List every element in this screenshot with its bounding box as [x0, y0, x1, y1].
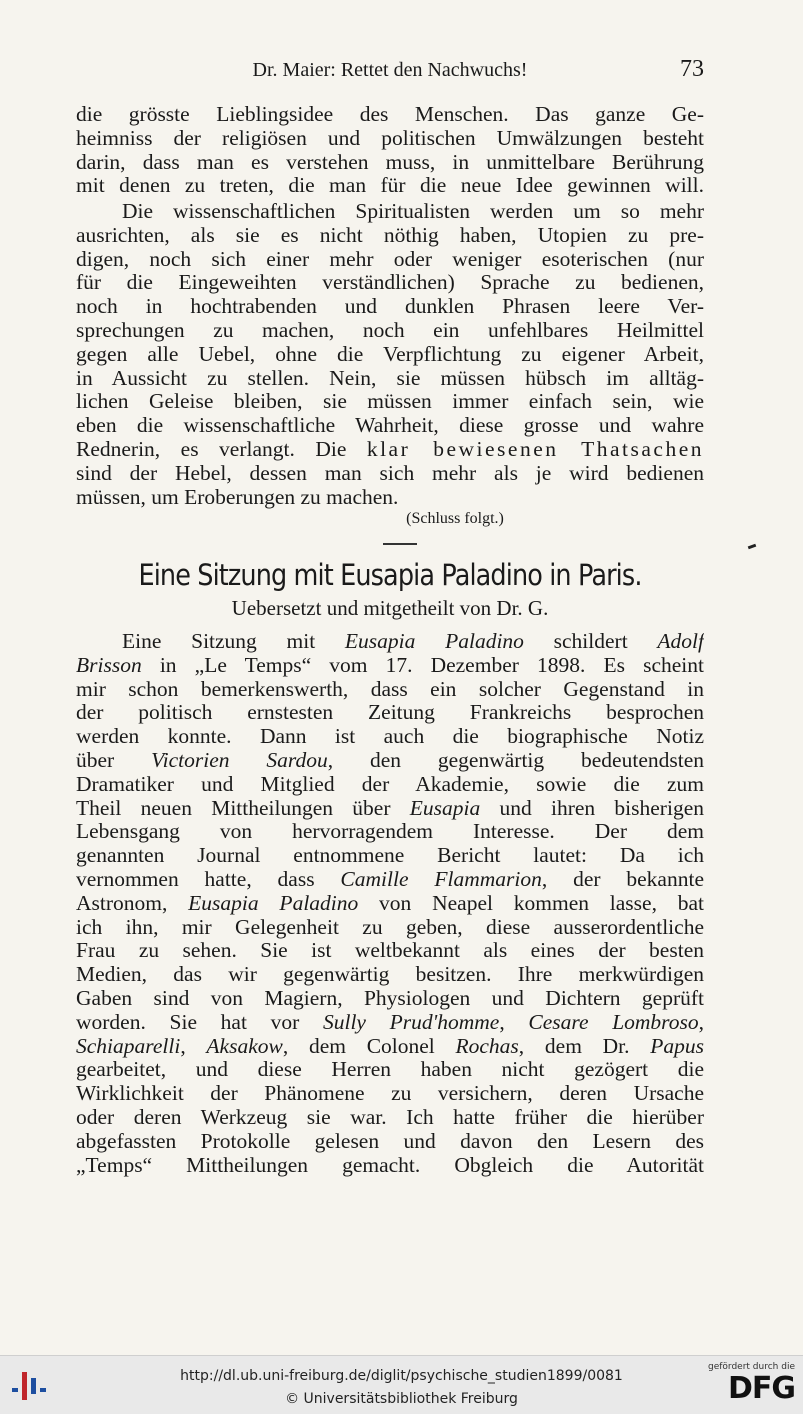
- text-line: [76, 438, 704, 462]
- copyright-notice: © Universitätsbibliothek Freiburg: [285, 1391, 518, 1407]
- text-line: sprechungen zu machen, noch ein unfehlbares Heilmittel: [76, 318, 704, 342]
- text-line: [76, 844, 704, 868]
- text-span: , den gegenwärtig bedeutendsten: [327, 748, 704, 772]
- text-line: [76, 916, 704, 940]
- text-span: Medien, das wir gegenwärtig besitzen. Ihre merkwürdigen: [76, 963, 704, 987]
- print-mark: [748, 544, 757, 550]
- text-line: heimniss der religiösen und politischen Umwälzungen besteht: [76, 126, 704, 150]
- paragraph-1: [76, 103, 704, 198]
- section-divider: [383, 543, 417, 545]
- text-line: [76, 1106, 704, 1130]
- text-line: [76, 725, 704, 749]
- footer-bar: [0, 1355, 803, 1414]
- text-line: [76, 892, 704, 916]
- text-line: Die wissenschaftlichen Spiritualisten werden um so mehr: [122, 200, 704, 223]
- text-span: ,: [180, 1034, 207, 1058]
- text-span: abgefassten Protokolle gelesen und davon den Lesern des: [76, 1129, 704, 1153]
- italic-name: Camille Flammarion: [340, 867, 542, 891]
- text-span: Gaben sind von Magiern, Physiologen und Dichtern geprüft: [76, 986, 704, 1010]
- source-url-link[interactable]: http://dl.ub.uni-freiburg.de/diglit/psychische_studien1899/0081: [180, 1368, 623, 1384]
- text-line: [76, 1082, 704, 1106]
- text-line: [76, 820, 704, 844]
- text-span: ich ihn, mir Gelegenheit zu geben, diese ausserordentliche: [76, 915, 704, 939]
- text-span: der politisch ernstesten Zeitung Frankreichs besprochen: [76, 701, 704, 725]
- text-line: [76, 797, 704, 821]
- text-line: [76, 1035, 704, 1059]
- text-line: digen, noch sich einer mehr oder weniger esoterischen (nur: [76, 247, 704, 271]
- text-span: gearbeitet, und diese Herren haben nicht gezögert die: [76, 1058, 704, 1082]
- text-line: müssen, um Eroberungen zu machen.: [76, 485, 399, 509]
- text-span: „Temps“ Mittheilungen gemacht. Obgleich die Autorität: [76, 1153, 704, 1177]
- italic-name: Brisson: [76, 653, 142, 677]
- text-span: , der bekannte: [541, 867, 704, 891]
- text-span: schildert: [523, 630, 658, 653]
- text-span: von Neapel kommen lasse, bat: [358, 891, 704, 915]
- text-line: sind der Hebel, dessen man sich mehr als je wird bedienen: [76, 461, 704, 485]
- italic-name: Papus: [650, 1034, 704, 1058]
- text-line: [76, 1058, 704, 1082]
- text-span: in „Le Temps“ vom 17. Dezember 1898. Es scheint: [141, 653, 704, 677]
- article-subtitle: Uebersetzt und mitgetheilt von Dr. G.: [231, 596, 549, 620]
- text-line: [76, 678, 704, 702]
- text-span: über: [76, 748, 152, 772]
- running-head: [76, 56, 704, 86]
- italic-name: Eusapia: [409, 796, 481, 820]
- text-span: Astronom,: [76, 891, 189, 915]
- text-span: und ihren bisherigen: [480, 796, 704, 820]
- running-title: Dr. Maier: Rettet den Nachwuchs!: [252, 59, 528, 81]
- text-line: lichen Geleise bleiben, sie müssen immer einfach sein, wie: [76, 390, 704, 414]
- text-span: Frau zu sehen. Sie ist weltbekannt als eines der besten: [76, 939, 704, 963]
- text-line: [76, 749, 704, 773]
- italic-name: Cesare Lombroso: [528, 1010, 699, 1034]
- text-span: Wirklichkeit der Phänomene zu versichern, deren Ursache: [76, 1082, 704, 1106]
- text-span: Rednerin, es verlangt. Die: [76, 437, 347, 461]
- closing-note: (Schluss folgt.): [406, 510, 504, 527]
- text-line: [76, 1011, 704, 1035]
- italic-name: Rochas: [455, 1034, 519, 1058]
- article-body: [76, 630, 704, 1177]
- italic-name: Sully Prud'homme: [322, 1010, 500, 1034]
- italic-name: Eusapia Paladino: [188, 891, 359, 915]
- text-line: eben die wissenschaftliche Wahrheit, diese grosse und wahre: [76, 414, 704, 438]
- paragraph-2: [76, 200, 704, 509]
- text-span: , dem Colonel: [282, 1034, 456, 1058]
- text-span: worden. Sie hat vor: [76, 1010, 323, 1034]
- text-span: ,: [499, 1010, 529, 1034]
- text-span: , dem Dr.: [518, 1034, 651, 1058]
- text-span: oder deren Werkzeug sie war. Ich hatte früher die hierüber: [76, 1105, 704, 1129]
- text-line: ausrichten, als sie es nicht nöthig haben, Utopien zu pre-: [76, 223, 704, 247]
- text-line: für die Eingeweihten verständlichen) Sprache zu bedienen,: [76, 271, 704, 295]
- text-line: [76, 1154, 704, 1178]
- italic-name: Schiaparelli: [76, 1034, 181, 1058]
- dfg-logo: [703, 1362, 795, 1410]
- italic-name: Adolf: [657, 630, 704, 653]
- italic-name: Aksakow: [206, 1034, 283, 1058]
- text-line: in Aussicht zu stellen. Nein, sie müssen hübsch im alltäg-: [76, 366, 704, 390]
- text-line: darin, dass man es verstehen muss, in unmittelbare Berührung: [76, 150, 704, 174]
- text-line: [76, 987, 704, 1011]
- text-line: noch in hochtrabenden und dunklen Phrasen leere Ver-: [76, 295, 704, 319]
- text-span: vernommen hatte, dass: [76, 867, 341, 891]
- text-line: die grösste Lieblingsidee des Menschen. Das ganze Ge-: [76, 103, 704, 126]
- text-line: [76, 939, 704, 963]
- dfg-caption: gefördert durch die: [708, 1362, 795, 1372]
- italic-name: Eusapia Paladino: [344, 630, 524, 653]
- text-span: werden konnte. Dann ist auch die biographische Notiz: [76, 725, 704, 749]
- text-line: [76, 630, 704, 654]
- text-span: Theil neuen Mittheilungen über: [76, 796, 410, 820]
- article-title: Eine Sitzung mit Eusapia Paladino in Paris.: [138, 558, 642, 592]
- page-number: 73: [680, 56, 704, 82]
- text-span: Lebensgang von hervorragendem Interesse. Der dem: [76, 820, 704, 844]
- text-span: mir schon bemerkenswerth, dass ein solcher Gegenstand in: [76, 677, 704, 701]
- text-line: gegen alle Uebel, ohne die Verpflichtung zu eigener Arbeit,: [76, 342, 704, 366]
- text-span: Dramatiker und Mitglied der Akademie, sowie die zum: [76, 772, 704, 796]
- dfg-mark: DFG: [727, 1371, 795, 1406]
- text-line: [76, 654, 704, 678]
- text-line: [76, 963, 704, 987]
- spaced-phrase: klar bewiesenen Thatsachen: [366, 437, 704, 461]
- text-line: [76, 1130, 704, 1154]
- text-line: mit denen zu treten, die man für die neue Idee gewinnen will.: [76, 174, 704, 198]
- text-span: Eine Sitzung mit: [122, 630, 345, 653]
- italic-name: Victorien Sardou: [151, 748, 328, 772]
- text-line: [76, 773, 704, 797]
- text-line: [76, 701, 704, 725]
- text-span: genannten Journal entnommene Bericht lautet: Da ich: [76, 844, 704, 868]
- text-line: [76, 868, 704, 892]
- text-span: ,: [698, 1010, 704, 1034]
